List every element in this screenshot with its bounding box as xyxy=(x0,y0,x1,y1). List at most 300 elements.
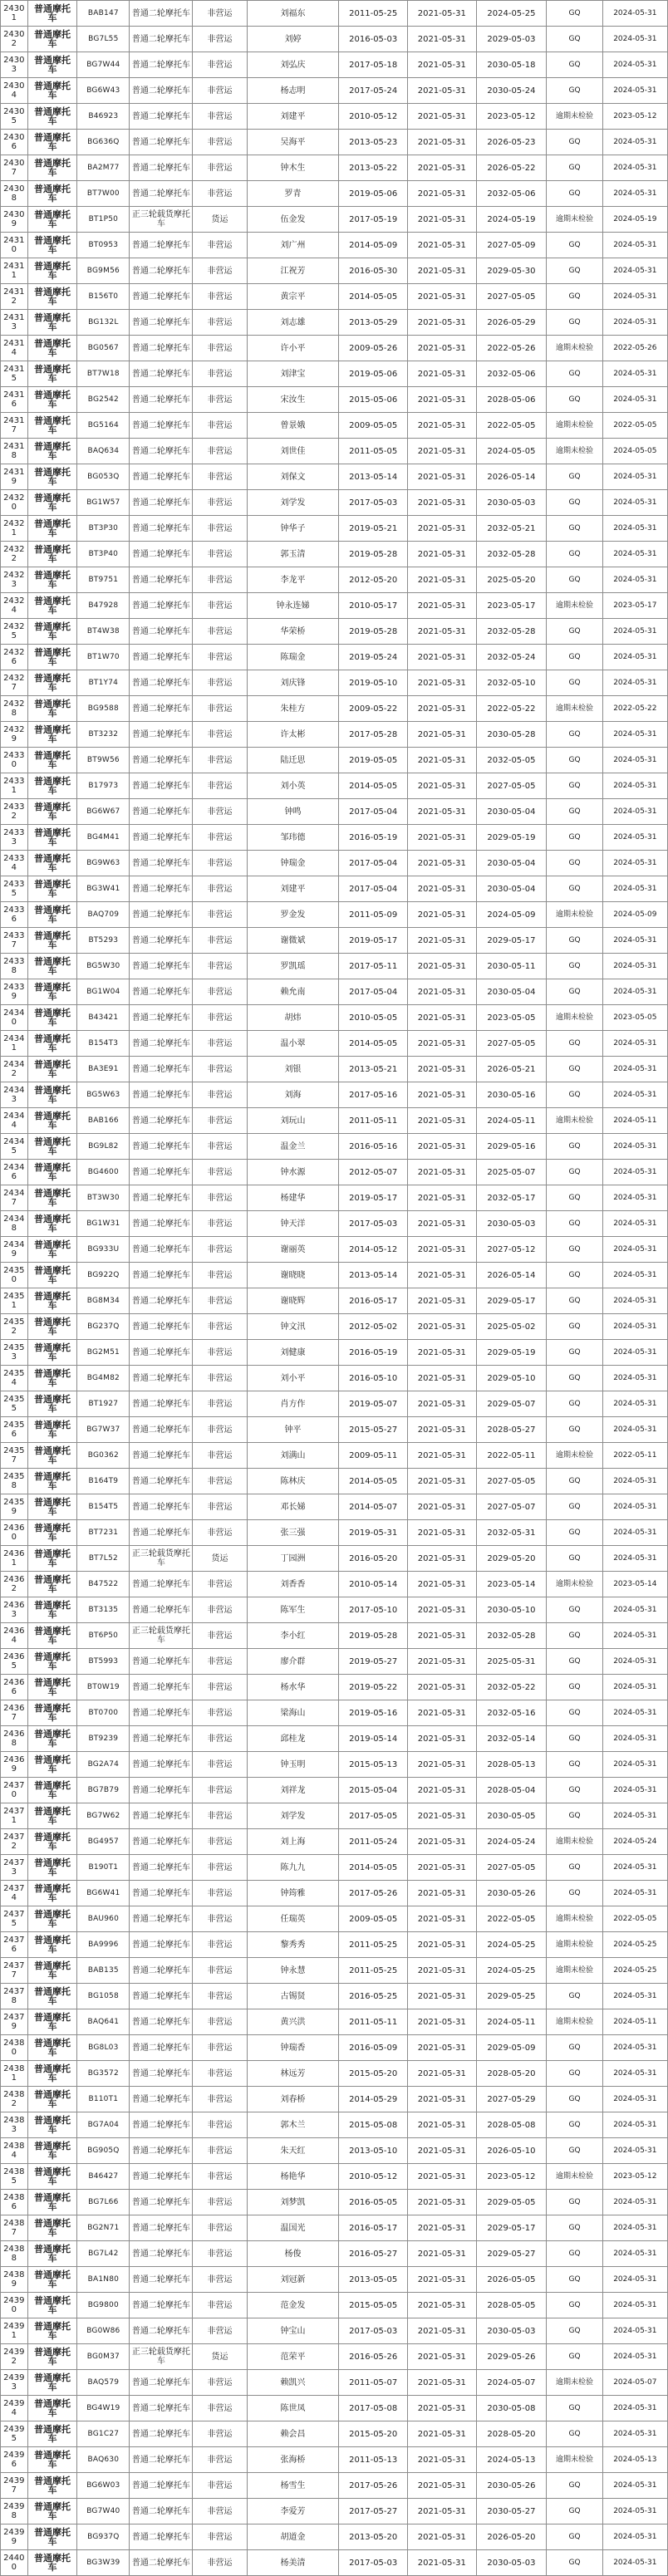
validity-date-cell: 2024-05-31 xyxy=(602,2215,667,2241)
vehicle-type-cell: 普通二轮摩托车 xyxy=(130,2524,193,2550)
owner-name-cell: 李龙平 xyxy=(247,567,339,593)
vehicle-type-cell: 普通二轮摩托车 xyxy=(130,1700,193,1726)
vehicle-category-cell: 普通摩托车 xyxy=(27,233,77,258)
row-number-cell: 24336 xyxy=(1,902,28,928)
validity-date-cell: 2024-05-31 xyxy=(602,645,667,670)
inspection-deadline-cell: 2029-05-17 xyxy=(476,928,547,954)
owner-name-cell: 刘弘庆 xyxy=(247,52,339,78)
usage-type-cell: 非营运 xyxy=(193,979,247,1005)
vehicle-category-cell: 普通摩托车 xyxy=(27,542,77,567)
vehicle-type-cell: 普通二轮摩托车 xyxy=(130,1340,193,1366)
owner-name-cell: 钟玉明 xyxy=(247,1752,339,1778)
status-cell: GQ xyxy=(547,1803,602,1829)
vehicle-category-cell: 普通摩托车 xyxy=(27,799,77,825)
vehicle-category-cell: 普通摩托车 xyxy=(27,670,77,696)
issue-date-cell: 2021-05-31 xyxy=(408,439,477,464)
row-number-cell: 24334 xyxy=(1,851,28,876)
inspection-deadline-cell: 2030-05-10 xyxy=(476,1597,547,1623)
table-row xyxy=(1,748,668,773)
register-date-cell: 2011-05-09 xyxy=(339,902,408,928)
validity-date-cell: 2024-05-31 xyxy=(602,464,667,490)
inspection-deadline-cell: 2025-05-07 xyxy=(476,1160,547,1185)
inspection-deadline-cell: 2024-05-11 xyxy=(476,2009,547,2035)
validity-date-cell: 2024-05-31 xyxy=(602,2524,667,2550)
table-row xyxy=(1,2009,668,2035)
inspection-deadline-cell: 2032-05-28 xyxy=(476,1623,547,1649)
vehicle-category-cell: 普通摩托车 xyxy=(27,1700,77,1726)
issue-date-cell: 2021-05-31 xyxy=(408,490,477,516)
plate-number-cell: BG9800 xyxy=(77,2293,130,2318)
register-date-cell: 2013-05-14 xyxy=(339,1263,408,1288)
plate-number-cell: BG1058 xyxy=(77,1984,130,2009)
usage-type-cell: 货运 xyxy=(193,1546,247,1572)
validity-date-cell: 2024-05-31 xyxy=(602,567,667,593)
vehicle-category-cell: 普通摩托车 xyxy=(27,1649,77,1675)
inspection-deadline-cell: 2030-05-18 xyxy=(476,52,547,78)
inspection-deadline-cell: 2026-05-21 xyxy=(476,1057,547,1082)
owner-name-cell: 赖凯兴 xyxy=(247,2370,339,2396)
vehicle-category-cell: 普通摩托车 xyxy=(27,1597,77,1623)
issue-date-cell: 2021-05-31 xyxy=(408,876,477,902)
plate-number-cell: BT5993 xyxy=(77,1649,130,1675)
vehicle-type-cell: 普通二轮摩托车 xyxy=(130,1417,193,1443)
vehicle-category-cell: 普通摩托车 xyxy=(27,851,77,876)
row-number-cell: 24371 xyxy=(1,1803,28,1829)
usage-type-cell: 非营运 xyxy=(193,2473,247,2499)
usage-type-cell: 非营运 xyxy=(193,2009,247,2035)
table-row xyxy=(1,361,668,387)
register-date-cell: 2015-05-13 xyxy=(339,1752,408,1778)
vehicle-category-cell: 普通摩托车 xyxy=(27,902,77,928)
validity-date-cell: 2024-05-31 xyxy=(602,361,667,387)
inspection-deadline-cell: 2022-05-11 xyxy=(476,1443,547,1469)
register-date-cell: 2016-05-30 xyxy=(339,258,408,284)
row-number-cell: 24310 xyxy=(1,233,28,258)
vehicle-type-cell: 普通二轮摩托车 xyxy=(130,490,193,516)
validity-date-cell: 2024-05-24 xyxy=(602,1829,667,1855)
issue-date-cell: 2021-05-31 xyxy=(408,361,477,387)
register-date-cell: 2011-05-25 xyxy=(339,1932,408,1958)
table-row xyxy=(1,2241,668,2267)
row-number-cell: 24341 xyxy=(1,1031,28,1057)
register-date-cell: 2019-05-27 xyxy=(339,1649,408,1675)
vehicle-category-cell: 普通摩托车 xyxy=(27,1829,77,1855)
inspection-deadline-cell: 2024-05-19 xyxy=(476,207,547,233)
validity-date-cell: 2024-05-31 xyxy=(602,1700,667,1726)
usage-type-cell: 非营运 xyxy=(193,1185,247,1211)
inspection-deadline-cell: 2032-05-22 xyxy=(476,1675,547,1700)
row-number-cell: 24362 xyxy=(1,1572,28,1597)
owner-name-cell: 钟天洋 xyxy=(247,1211,339,1237)
row-number-cell: 24356 xyxy=(1,1417,28,1443)
vehicle-type-cell: 普通二轮摩托车 xyxy=(130,516,193,542)
vehicle-category-cell: 普通摩托车 xyxy=(27,2241,77,2267)
usage-type-cell: 非营运 xyxy=(193,2215,247,2241)
issue-date-cell: 2021-05-31 xyxy=(408,1417,477,1443)
inspection-deadline-cell: 2030-05-03 xyxy=(476,1211,547,1237)
row-number-cell: 24339 xyxy=(1,979,28,1005)
validity-date-cell: 2024-05-31 xyxy=(602,1134,667,1160)
row-number-cell: 24326 xyxy=(1,645,28,670)
vehicle-category-cell: 普通摩托车 xyxy=(27,928,77,954)
register-date-cell: 2019-05-31 xyxy=(339,1520,408,1546)
usage-type-cell: 非营运 xyxy=(193,2293,247,2318)
issue-date-cell: 2021-05-31 xyxy=(408,1726,477,1752)
vehicle-type-cell: 正三轮载货摩托车 xyxy=(130,207,193,233)
issue-date-cell: 2021-05-31 xyxy=(408,825,477,851)
row-number-cell: 24330 xyxy=(1,748,28,773)
owner-name-cell: 梁海山 xyxy=(247,1700,339,1726)
status-cell: 逾期未检验 xyxy=(547,2447,602,2473)
validity-date-cell: 2024-05-31 xyxy=(602,1494,667,1520)
plate-number-cell: B156T0 xyxy=(77,284,130,310)
validity-date-cell: 2024-05-31 xyxy=(602,542,667,567)
register-date-cell: 2010-05-12 xyxy=(339,104,408,130)
vehicle-type-cell: 普通二轮摩托车 xyxy=(130,2164,193,2190)
row-number-cell: 24302 xyxy=(1,27,28,52)
table-row xyxy=(1,670,668,696)
vehicle-type-cell: 普通二轮摩托车 xyxy=(130,902,193,928)
vehicle-type-cell: 普通二轮摩托车 xyxy=(130,2241,193,2267)
register-date-cell: 2017-05-11 xyxy=(339,954,408,979)
vehicle-category-cell: 普通摩托车 xyxy=(27,1726,77,1752)
row-number-cell: 24306 xyxy=(1,130,28,155)
issue-date-cell: 2021-05-31 xyxy=(408,645,477,670)
register-date-cell: 2015-05-04 xyxy=(339,1778,408,1803)
validity-date-cell: 2024-05-31 xyxy=(602,851,667,876)
validity-date-cell: 2024-05-31 xyxy=(602,876,667,902)
vehicle-category-cell: 普通摩托车 xyxy=(27,1932,77,1958)
row-number-cell: 24387 xyxy=(1,2215,28,2241)
issue-date-cell: 2021-05-31 xyxy=(408,1778,477,1803)
vehicle-category-cell: 普通摩托车 xyxy=(27,1881,77,1906)
inspection-deadline-cell: 2029-05-30 xyxy=(476,258,547,284)
validity-date-cell: 2024-05-31 xyxy=(602,954,667,979)
owner-name-cell: 钟文汛 xyxy=(247,1314,339,1340)
validity-date-cell: 2024-05-13 xyxy=(602,2447,667,2473)
inspection-deadline-cell: 2029-05-03 xyxy=(476,27,547,52)
row-number-cell: 24340 xyxy=(1,1005,28,1031)
vehicle-type-cell: 普通二轮摩托车 xyxy=(130,233,193,258)
vehicle-type-cell: 普通二轮摩托车 xyxy=(130,1108,193,1134)
plate-number-cell: BT7L52 xyxy=(77,1546,130,1572)
issue-date-cell: 2021-05-31 xyxy=(408,1,477,27)
usage-type-cell: 货运 xyxy=(193,2344,247,2370)
plate-number-cell: BG3572 xyxy=(77,2061,130,2087)
status-cell: GQ xyxy=(547,542,602,567)
owner-name-cell: 邓长娣 xyxy=(247,1494,339,1520)
vehicle-type-cell: 普通二轮摩托车 xyxy=(130,979,193,1005)
register-date-cell: 2013-05-21 xyxy=(339,1057,408,1082)
vehicle-category-cell: 普通摩托车 xyxy=(27,1057,77,1082)
vehicle-type-cell: 普通二轮摩托车 xyxy=(130,645,193,670)
issue-date-cell: 2021-05-31 xyxy=(408,1829,477,1855)
validity-date-cell: 2024-05-11 xyxy=(602,2009,667,2035)
owner-name-cell: 任瑞英 xyxy=(247,1906,339,1932)
register-date-cell: 2016-05-19 xyxy=(339,1340,408,1366)
inspection-deadline-cell: 2032-05-28 xyxy=(476,542,547,567)
vehicle-type-cell: 普通二轮摩托车 xyxy=(130,722,193,748)
validity-date-cell: 2024-05-31 xyxy=(602,258,667,284)
validity-date-cell: 2024-05-11 xyxy=(602,1108,667,1134)
row-number-cell: 24321 xyxy=(1,516,28,542)
row-number-cell: 24319 xyxy=(1,464,28,490)
usage-type-cell: 非营运 xyxy=(193,1,247,27)
plate-number-cell: BAQ709 xyxy=(77,902,130,928)
validity-date-cell: 2024-05-31 xyxy=(602,2035,667,2061)
usage-type-cell: 非营运 xyxy=(193,258,247,284)
vehicle-type-cell: 普通二轮摩托车 xyxy=(130,1932,193,1958)
plate-number-cell: BT0W19 xyxy=(77,1675,130,1700)
inspection-deadline-cell: 2027-05-29 xyxy=(476,2087,547,2112)
vehicle-type-cell: 普通二轮摩托车 xyxy=(130,2112,193,2138)
status-cell: GQ xyxy=(547,155,602,181)
register-date-cell: 2012-05-07 xyxy=(339,1160,408,1185)
validity-date-cell: 2024-05-31 xyxy=(602,1520,667,1546)
status-cell: GQ xyxy=(547,1752,602,1778)
owner-name-cell: 钟永慧 xyxy=(247,1958,339,1984)
validity-date-cell: 2024-05-31 xyxy=(602,1417,667,1443)
inspection-deadline-cell: 2022-05-05 xyxy=(476,413,547,439)
register-date-cell: 2016-05-27 xyxy=(339,2241,408,2267)
status-cell: GQ xyxy=(547,979,602,1005)
vehicle-type-cell: 普通二轮摩托车 xyxy=(130,2370,193,2396)
owner-name-cell: 范荣平 xyxy=(247,2344,339,2370)
issue-date-cell: 2021-05-31 xyxy=(408,1237,477,1263)
vehicle-type-cell: 普通二轮摩托车 xyxy=(130,155,193,181)
issue-date-cell: 2021-05-31 xyxy=(408,130,477,155)
inspection-deadline-cell: 2027-05-05 xyxy=(476,773,547,799)
validity-date-cell: 2024-05-31 xyxy=(602,1752,667,1778)
validity-date-cell: 2024-05-31 xyxy=(602,1623,667,1649)
table-row xyxy=(1,825,668,851)
vehicle-type-cell: 普通二轮摩托车 xyxy=(130,1855,193,1881)
vehicle-type-cell: 普通二轮摩托车 xyxy=(130,2138,193,2164)
vehicle-type-cell: 普通二轮摩托车 xyxy=(130,1906,193,1932)
plate-number-cell: B110T1 xyxy=(77,2087,130,2112)
row-number-cell: 24351 xyxy=(1,1288,28,1314)
status-cell: GQ xyxy=(547,1134,602,1160)
usage-type-cell: 非营运 xyxy=(193,2396,247,2421)
table-row xyxy=(1,2499,668,2524)
plate-number-cell: BT7W00 xyxy=(77,181,130,207)
validity-date-cell: 2024-05-31 xyxy=(602,1031,667,1057)
table-row xyxy=(1,1520,668,1546)
vehicle-type-cell: 普通二轮摩托车 xyxy=(130,104,193,130)
vehicle-type-cell: 普通二轮摩托车 xyxy=(130,2087,193,2112)
status-cell: 逾期未检验 xyxy=(547,413,602,439)
inspection-deadline-cell: 2032-05-21 xyxy=(476,516,547,542)
issue-date-cell: 2021-05-31 xyxy=(408,2164,477,2190)
vehicle-category-cell: 普通摩托车 xyxy=(27,2087,77,2112)
usage-type-cell: 非营运 xyxy=(193,748,247,773)
status-cell: GQ xyxy=(547,1211,602,1237)
table-row xyxy=(1,1984,668,2009)
owner-name-cell: 刘学发 xyxy=(247,1803,339,1829)
plate-number-cell: BG132L xyxy=(77,310,130,336)
validity-date-cell: 2024-05-31 xyxy=(602,1288,667,1314)
vehicle-category-cell: 普通摩托车 xyxy=(27,181,77,207)
table-row xyxy=(1,2370,668,2396)
owner-name-cell: 刘志雄 xyxy=(247,310,339,336)
register-date-cell: 2011-05-25 xyxy=(339,1,408,27)
inspection-deadline-cell: 2029-05-05 xyxy=(476,2190,547,2215)
table-row xyxy=(1,1185,668,1211)
owner-name-cell: 刘广州 xyxy=(247,233,339,258)
row-number-cell: 24363 xyxy=(1,1597,28,1623)
plate-number-cell: BG3W39 xyxy=(77,2550,130,2576)
plate-number-cell: BG7L55 xyxy=(77,27,130,52)
table-row xyxy=(1,155,668,181)
inspection-deadline-cell: 2026-05-20 xyxy=(476,2524,547,2550)
validity-date-cell: 2024-05-31 xyxy=(602,1984,667,2009)
validity-date-cell: 2022-05-05 xyxy=(602,1906,667,1932)
register-date-cell: 2019-05-28 xyxy=(339,619,408,645)
status-cell: GQ xyxy=(547,799,602,825)
register-date-cell: 2016-05-17 xyxy=(339,2215,408,2241)
register-date-cell: 2019-05-21 xyxy=(339,516,408,542)
issue-date-cell: 2021-05-31 xyxy=(408,1469,477,1494)
register-date-cell: 2017-05-04 xyxy=(339,876,408,902)
owner-name-cell: 谢晓辉 xyxy=(247,1288,339,1314)
issue-date-cell: 2021-05-31 xyxy=(408,2241,477,2267)
vehicle-category-cell: 普通摩托车 xyxy=(27,361,77,387)
status-cell: GQ xyxy=(547,78,602,104)
register-date-cell: 2013-05-10 xyxy=(339,2138,408,2164)
status-cell: GQ xyxy=(547,1469,602,1494)
register-date-cell: 2017-05-19 xyxy=(339,207,408,233)
inspection-deadline-cell: 2029-05-09 xyxy=(476,2035,547,2061)
validity-date-cell: 2024-05-31 xyxy=(602,1314,667,1340)
issue-date-cell: 2021-05-31 xyxy=(408,1752,477,1778)
vehicle-category-cell: 普通摩托车 xyxy=(27,516,77,542)
usage-type-cell: 非营运 xyxy=(193,413,247,439)
status-cell: GQ xyxy=(547,1675,602,1700)
vehicle-type-cell: 普通二轮摩托车 xyxy=(130,1211,193,1237)
vehicle-type-cell: 普通二轮摩托车 xyxy=(130,2396,193,2421)
status-cell: GQ xyxy=(547,2499,602,2524)
inspection-deadline-cell: 2032-05-06 xyxy=(476,181,547,207)
vehicle-type-cell: 普通二轮摩托车 xyxy=(130,1,193,27)
vehicle-type-cell: 普通二轮摩托车 xyxy=(130,1288,193,1314)
status-cell: GQ xyxy=(547,2087,602,2112)
issue-date-cell: 2021-05-31 xyxy=(408,104,477,130)
vehicle-type-cell: 普通二轮摩托车 xyxy=(130,1778,193,1803)
usage-type-cell: 非营运 xyxy=(193,2164,247,2190)
register-date-cell: 2011-05-05 xyxy=(339,439,408,464)
validity-date-cell: 2024-05-25 xyxy=(602,1958,667,1984)
status-cell: GQ xyxy=(547,1984,602,2009)
row-number-cell: 24327 xyxy=(1,670,28,696)
usage-type-cell: 非营运 xyxy=(193,2318,247,2344)
usage-type-cell: 非营运 xyxy=(193,1932,247,1958)
register-date-cell: 2009-05-05 xyxy=(339,413,408,439)
vehicle-type-cell: 普通二轮摩托车 xyxy=(130,954,193,979)
status-cell: GQ xyxy=(547,2293,602,2318)
issue-date-cell: 2021-05-31 xyxy=(408,2293,477,2318)
issue-date-cell: 2021-05-31 xyxy=(408,542,477,567)
inspection-deadline-cell: 2030-05-05 xyxy=(476,1803,547,1829)
vehicle-type-cell: 普通二轮摩托车 xyxy=(130,1572,193,1597)
status-cell: GQ xyxy=(547,2396,602,2421)
register-date-cell: 2014-05-07 xyxy=(339,1494,408,1520)
vehicle-type-cell: 普通二轮摩托车 xyxy=(130,52,193,78)
issue-date-cell: 2021-05-31 xyxy=(408,1160,477,1185)
row-number-cell: 24398 xyxy=(1,2499,28,2524)
usage-type-cell: 非营运 xyxy=(193,155,247,181)
table-row xyxy=(1,619,668,645)
vehicle-type-cell: 普通二轮摩托车 xyxy=(130,1082,193,1108)
issue-date-cell: 2021-05-31 xyxy=(408,1108,477,1134)
plate-number-cell: BT7231 xyxy=(77,1520,130,1546)
vehicle-category-cell: 普通摩托车 xyxy=(27,1108,77,1134)
vehicle-category-cell: 普通摩托车 xyxy=(27,490,77,516)
row-number-cell: 24364 xyxy=(1,1623,28,1649)
status-cell: 逾期未检验 xyxy=(547,1958,602,1984)
plate-number-cell: BT1927 xyxy=(77,1391,130,1417)
inspection-deadline-cell: 2025-05-20 xyxy=(476,567,547,593)
owner-name-cell: 胡炜 xyxy=(247,1005,339,1031)
row-number-cell: 24376 xyxy=(1,1932,28,1958)
table-row xyxy=(1,1546,668,1572)
issue-date-cell: 2021-05-31 xyxy=(408,1443,477,1469)
issue-date-cell: 2021-05-31 xyxy=(408,1932,477,1958)
vehicle-type-cell: 普通二轮摩托车 xyxy=(130,1881,193,1906)
table-row xyxy=(1,593,668,619)
usage-type-cell: 非营运 xyxy=(193,1494,247,1520)
vehicle-category-cell: 普通摩托车 xyxy=(27,2035,77,2061)
status-cell: GQ xyxy=(547,1726,602,1752)
owner-name-cell: 曾景娥 xyxy=(247,413,339,439)
plate-number-cell: BT5293 xyxy=(77,928,130,954)
vehicle-type-cell: 普通二轮摩托车 xyxy=(130,1443,193,1469)
register-date-cell: 2015-05-20 xyxy=(339,2421,408,2447)
vehicle-category-cell: 普通摩托车 xyxy=(27,1752,77,1778)
table-row xyxy=(1,284,668,310)
usage-type-cell: 非营运 xyxy=(193,464,247,490)
plate-number-cell: BAQ641 xyxy=(77,2009,130,2035)
plate-number-cell: BG7W62 xyxy=(77,1803,130,1829)
validity-date-cell: 2024-05-31 xyxy=(602,1726,667,1752)
table-row xyxy=(1,2061,668,2087)
inspection-deadline-cell: 2028-05-20 xyxy=(476,2061,547,2087)
usage-type-cell: 非营运 xyxy=(193,1906,247,1932)
inspection-deadline-cell: 2030-05-03 xyxy=(476,2318,547,2344)
inspection-deadline-cell: 2029-05-27 xyxy=(476,2241,547,2267)
issue-date-cell: 2021-05-31 xyxy=(408,2190,477,2215)
validity-date-cell: 2024-05-31 xyxy=(602,233,667,258)
vehicle-type-cell: 普通二轮摩托车 xyxy=(130,1752,193,1778)
row-number-cell: 24352 xyxy=(1,1314,28,1340)
plate-number-cell: BG6W03 xyxy=(77,2473,130,2499)
register-date-cell: 2017-05-28 xyxy=(339,722,408,748)
owner-name-cell: 许小平 xyxy=(247,336,339,361)
inspection-deadline-cell: 2028-05-13 xyxy=(476,1752,547,1778)
register-date-cell: 2017-05-16 xyxy=(339,1082,408,1108)
register-date-cell: 2011-05-11 xyxy=(339,2009,408,2035)
inspection-deadline-cell: 2029-05-16 xyxy=(476,1134,547,1160)
status-cell: GQ xyxy=(547,773,602,799)
status-cell: GQ xyxy=(547,2138,602,2164)
vehicle-category-cell: 普通摩托车 xyxy=(27,2293,77,2318)
usage-type-cell: 非营运 xyxy=(193,1082,247,1108)
status-cell: GQ xyxy=(547,233,602,258)
inspection-deadline-cell: 2025-05-02 xyxy=(476,1314,547,1340)
register-date-cell: 2010-05-05 xyxy=(339,1005,408,1031)
plate-number-cell: B154T3 xyxy=(77,1031,130,1057)
owner-name-cell: 刘学发 xyxy=(247,490,339,516)
status-cell: GQ xyxy=(547,1700,602,1726)
